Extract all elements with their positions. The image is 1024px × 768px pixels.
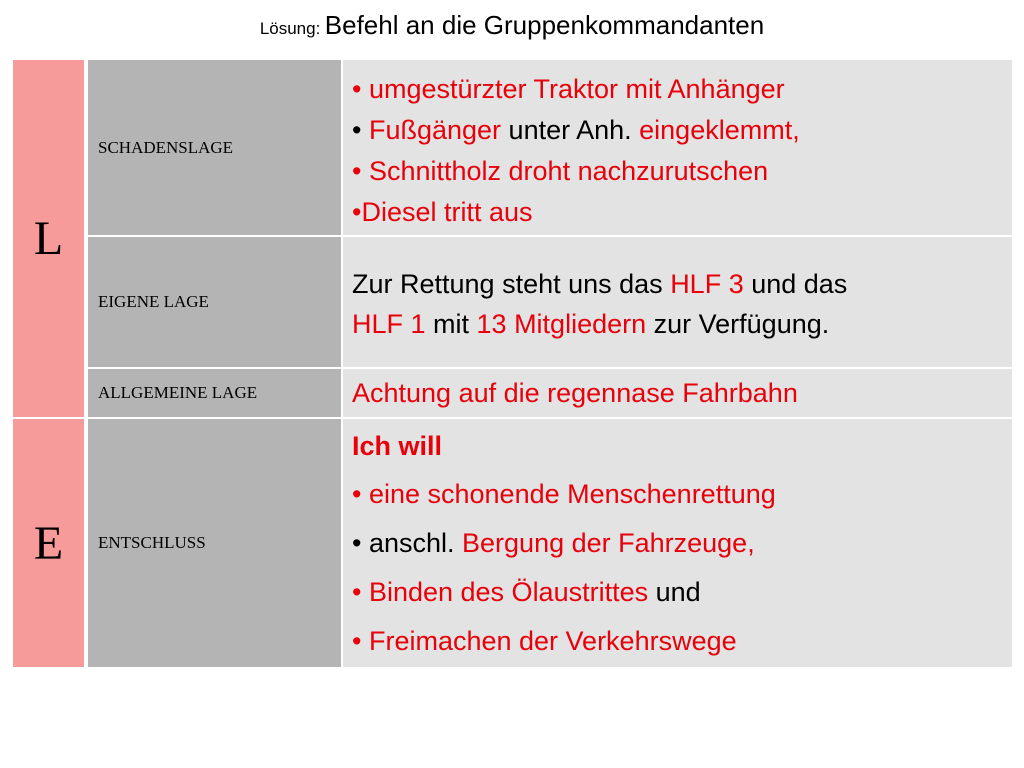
allgemeine-lage-text: Achtung auf die regennase Fahrbahn — [352, 378, 798, 408]
content-schadenslage — [343, 60, 1012, 235]
label-entschluss: ENTSCHLUSS — [98, 533, 206, 552]
page-title — [0, 10, 1024, 41]
label-eigene-lage: EIGENE LAGE — [98, 292, 209, 311]
eigene-lage-line-1: Zur Rettung steht uns das HLF 3 und das — [352, 269, 848, 299]
entschluss-line-3: • Binden des Ölaustrittes und — [352, 577, 701, 607]
entschluss-line-4: • Freimachen der Verkehrswege — [352, 626, 737, 656]
schadenslage-line-3: • Schnittholz droht nachzurutschen — [352, 156, 769, 186]
entschluss-line-2: • anschl. Bergung der Fahrzeuge, — [352, 528, 755, 558]
eigene-lage-line-2: HLF 1 mit 13 Mitgliedern zur Verfügung. — [352, 309, 830, 339]
label-cell-schadenslage — [88, 60, 341, 235]
schadenslage-line-2: • Fußgänger unter Anh. eingeklemmt, — [352, 115, 800, 145]
letter-cell-l — [13, 60, 84, 417]
content-allgemeine-lage — [343, 369, 1012, 417]
label-schadenslage: SCHADENSLAGE — [98, 137, 234, 157]
lage-table — [13, 60, 1012, 667]
letter-cell-e — [13, 419, 84, 667]
schadenslage-line-4: •Diesel tritt aus — [352, 197, 533, 227]
content-eigene-lage — [343, 237, 1012, 367]
entschluss-heading: Ich will — [352, 431, 443, 461]
entschluss-line-1: • eine schonende Menschenrettung — [352, 479, 776, 509]
label-cell-eigene-lage — [88, 237, 341, 367]
label-cell-allgemeine-lage — [88, 369, 341, 417]
schadenslage-line-1: • umgestürzter Traktor mit Anhänger — [352, 74, 785, 104]
label-cell-entschluss — [88, 419, 341, 667]
title-main: Befehl an die Gruppenkommandanten — [324, 10, 765, 40]
letter-l: L — [33, 212, 64, 265]
content-entschluss — [343, 419, 1012, 667]
title-prefix: Lösung: — [259, 19, 321, 38]
letter-e: E — [33, 516, 64, 570]
label-allgemeine-lage: ALLGEMEINE LAGE — [98, 383, 258, 402]
